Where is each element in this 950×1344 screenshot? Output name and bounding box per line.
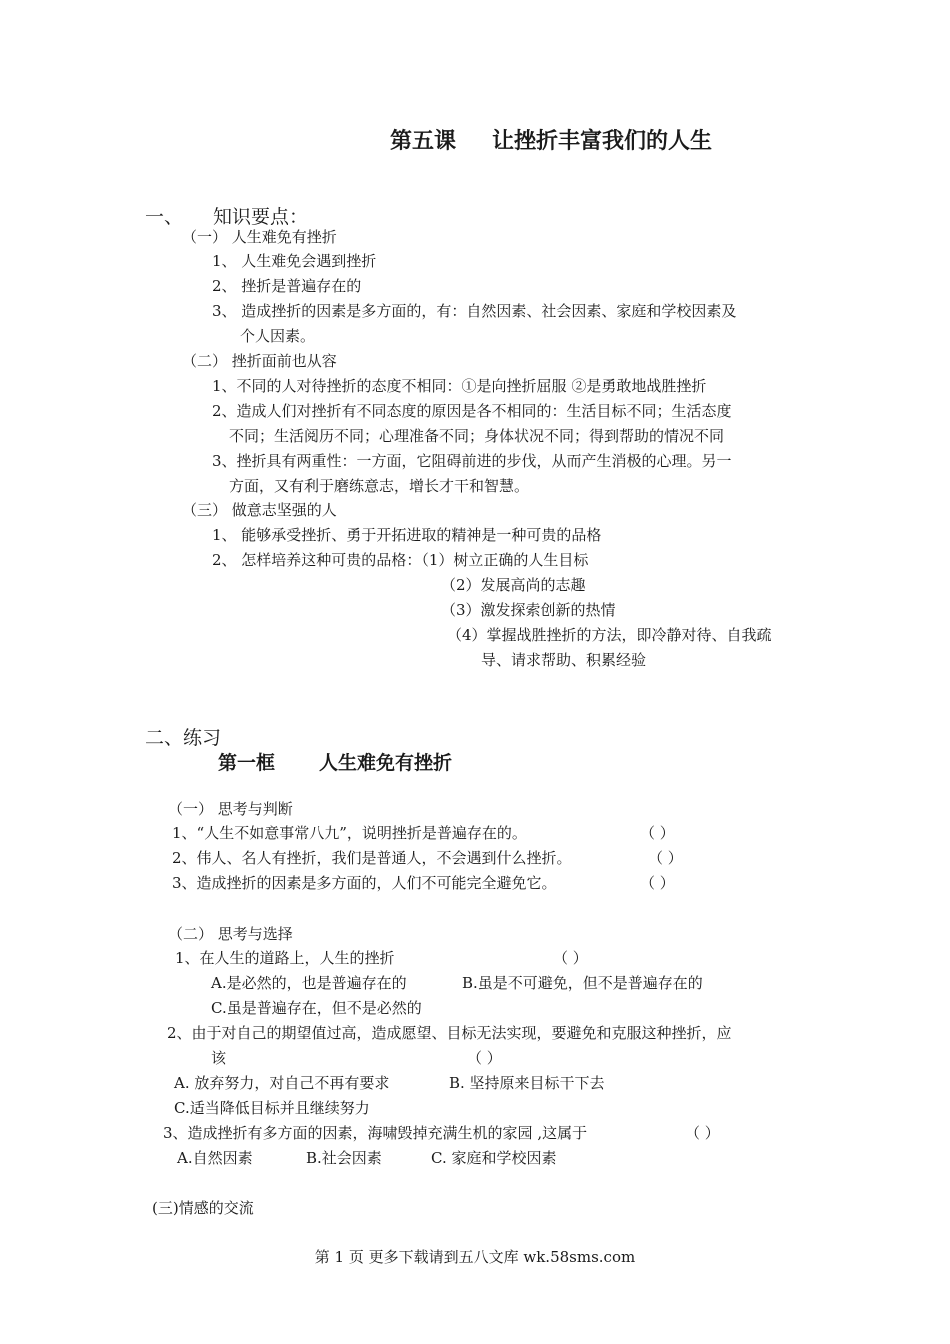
choice-option: A.是必然的，也是普遍存在的	[211, 974, 407, 992]
choice-option: C.适当降低目标并且继续努力	[174, 1099, 370, 1117]
answer-bracket: （ ）	[648, 849, 683, 867]
part2-heading: 二、练习	[145, 727, 222, 749]
sec3-item: 导、请求帮助、积累经验	[481, 651, 647, 669]
sec1-heading: （一） 人生难免有挫折	[182, 228, 337, 246]
emotion-heading: (三)情感的交流	[152, 1199, 254, 1217]
judge-item: 2、伟人、名人有挫折，我们是普通人，不会遇到什么挫折。	[172, 849, 572, 867]
lesson-name: 让挫折丰富我们的人生	[492, 128, 713, 154]
sec1-item: 3、 造成挫折的因素是多方面的，有：自然因素、社会因素、家庭和学校因素及	[212, 302, 737, 320]
judge-item: 3、造成挫折的因素是多方面的，人们不可能完全避免它。	[172, 874, 557, 892]
sec1-item: 个人因素。	[240, 327, 316, 345]
choice-option: B.虽是不可避免，但不是普遍存在的	[462, 974, 703, 992]
lesson-number: 第五课	[390, 128, 457, 154]
choice-option: B. 坚持原来目标干下去	[449, 1074, 605, 1092]
answer-bracket: （ ）	[685, 1124, 720, 1142]
sec3-item: （3）激发探索创新的热情	[441, 601, 616, 619]
choice-q2-stem-cont: 该	[211, 1049, 227, 1067]
choice-option: C. 家庭和学校因素	[431, 1149, 557, 1167]
sec3-item: 2、 怎样培养这种可贵的品格：（1）树立正确的人生目标	[212, 551, 589, 569]
sec3-heading: （三） 做意志坚强的人	[182, 501, 337, 519]
answer-bracket: （ ）	[467, 1049, 502, 1067]
choice-option: A.自然因素	[177, 1149, 253, 1167]
choice-option: C.虽是普遍存在，但不是必然的	[211, 999, 422, 1017]
page-footer: 第 1 页 更多下载请到五八文库 wk.58sms.com	[314, 1248, 636, 1266]
part1-heading: 一、 知识要点：	[145, 206, 309, 228]
choice-q1-stem: 1、在人生的道路上，人生的挫折	[175, 949, 395, 967]
answer-bracket: （ ）	[553, 949, 588, 967]
judge-heading: （一） 思考与判断	[168, 800, 293, 818]
sec3-item: （2）发展高尚的志趣	[441, 576, 586, 594]
sec2-item: 2、造成人们对挫折有不同态度的原因是各不相同的：生活目标不同；生活态度	[212, 402, 732, 420]
choice-q2-stem: 2、由于对自己的期望值过高，造成愿望、目标无法实现，要避免和克服这种挫折，应	[167, 1024, 732, 1042]
sec1-item: 2、 挫折是普遍存在的	[212, 277, 362, 295]
sec2-item: 3、挫折具有两重性：一方面，它阻碍前进的步伐，从而产生消极的心理。另一	[212, 452, 732, 470]
sec3-item: （4）掌握战胜挫折的方法，即冷静对待、自我疏	[447, 626, 772, 644]
sec2-heading: （二） 挫折面前也从容	[182, 352, 337, 370]
sec2-item: 不同；生活阅历不同；心理准备不同；身体状况不同；得到帮助的情况不同	[229, 427, 725, 445]
frame-title: 第一框 人生难免有挫折	[218, 752, 453, 774]
sec3-item: 1、 能够承受挫折、勇于开拓进取的精神是一种可贵的品格	[212, 526, 602, 544]
sec1-item: 1、 人生难免会遇到挫折	[212, 252, 377, 270]
sec2-item: 1、不同的人对待挫折的态度不相同：①是向挫折屈服 ②是勇敢地战胜挫折	[212, 377, 707, 395]
judge-item: 1、“人生不如意事常八九”，说明挫折是普遍存在的。	[172, 824, 527, 842]
choice-option: A. 放弃努力，对自己不再有要求	[174, 1074, 390, 1092]
sec2-item: 方面，又有利于磨练意志，增长才干和智慧。	[229, 477, 530, 495]
answer-bracket: （ ）	[640, 824, 675, 842]
choice-heading: （二） 思考与选择	[168, 925, 293, 943]
answer-bracket: （ ）	[640, 874, 675, 892]
choice-q3-stem: 3、造成挫折有多方面的因素，海啸毁掉充满生机的家园 ,这属于	[163, 1124, 588, 1142]
page-title	[390, 124, 712, 155]
choice-option: B.社会因素	[306, 1149, 382, 1167]
